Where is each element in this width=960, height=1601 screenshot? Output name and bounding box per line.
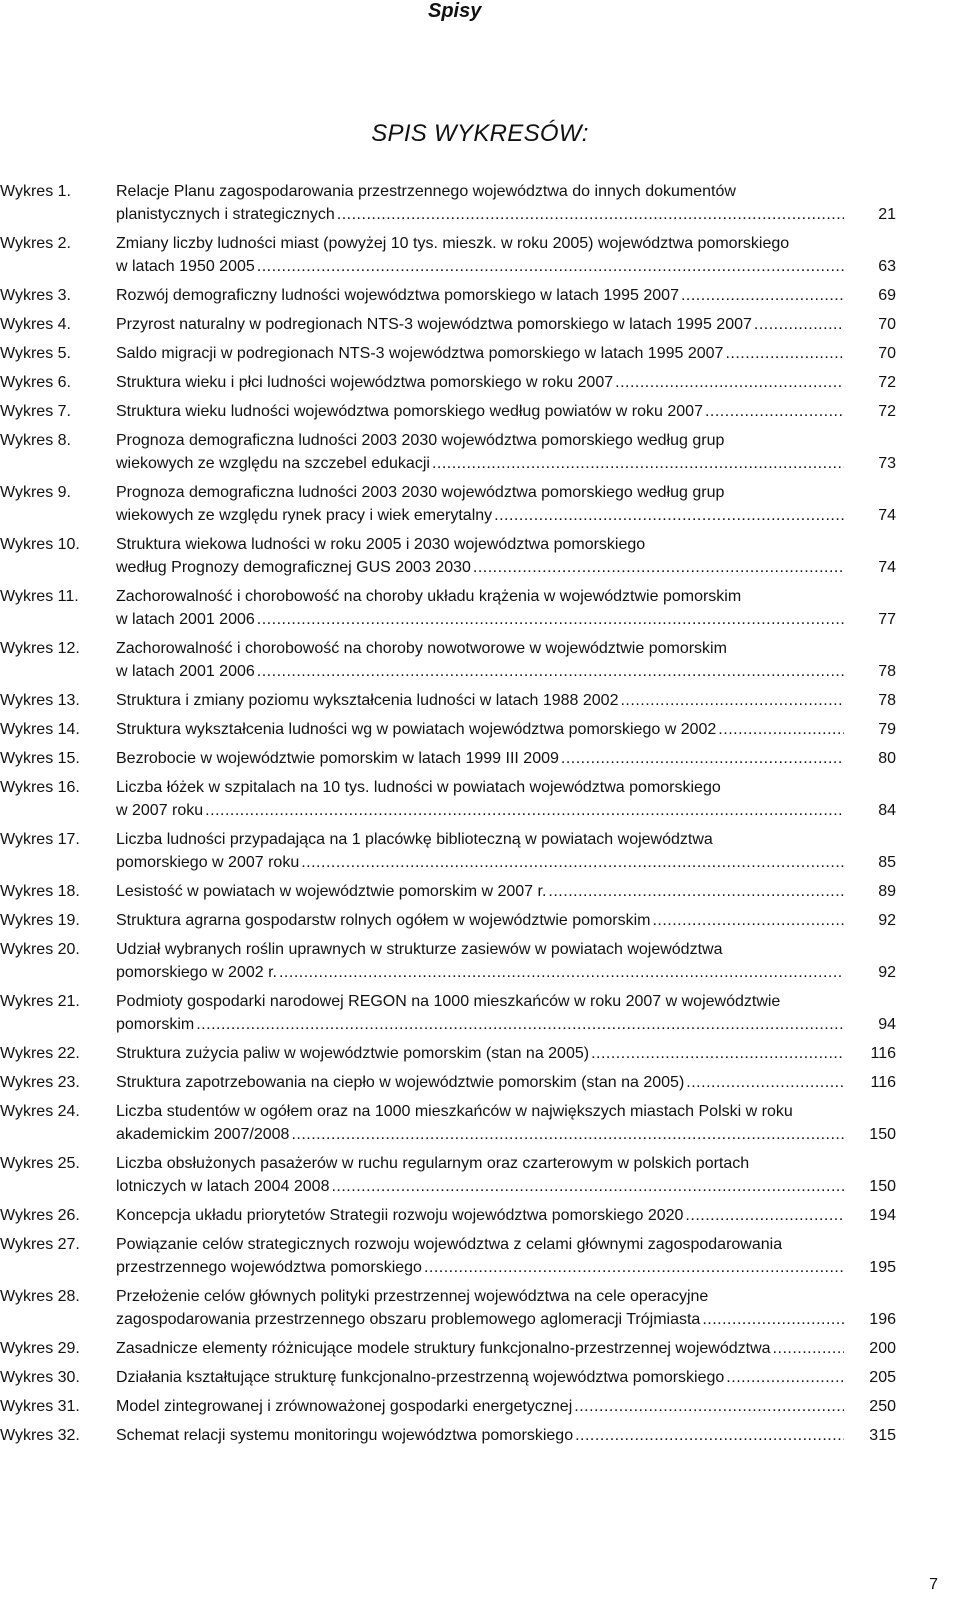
figure-page-number: 200 [869,1340,896,1357]
caption-text: pomorskiego w 2002 r. [116,964,277,981]
caption-text: Struktura i zmiany poziomu wykształcenia ludności w latach 1988 2002 [116,692,619,709]
caption-line [116,718,896,741]
caption-line [116,1100,896,1123]
dot-leader [620,689,844,712]
dot-leader [574,1395,844,1418]
figure-label: Wykres 16. [0,779,80,796]
caption-line [116,371,896,394]
caption-text: planistycznych i strategicznych [116,206,335,223]
toc-entry [0,313,960,336]
dot-leader [205,799,844,822]
figure-label: Wykres 23. [0,1074,80,1091]
caption-text: Zasadnicze elementy różnicujące modele struktury funkcjonalno-przestrzennej województwa [116,1340,771,1357]
dot-leader [279,961,844,984]
dot-leader [702,1308,844,1331]
toc-entry [0,938,960,984]
caption-text: Model zintegrowanej i zrównoważonej gospodarki energetycznej [116,1398,573,1415]
figure-caption [116,1100,896,1146]
caption-line [116,851,896,874]
figure-label: Wykres 9. [0,484,71,501]
caption-text: Zachorowalność i chorobowość na choroby układu krążenia w województwie pomorskim [116,588,742,605]
caption-text: Liczba łóżek w szpitalach na 10 tys. ludności w powiatach województwa pomorskiego [116,779,721,796]
dot-leader [718,718,844,741]
dot-leader [705,400,844,423]
toc-entry [0,1071,960,1094]
toc-entry [0,637,960,683]
dot-leader [424,1256,844,1279]
caption-line [116,452,896,475]
dot-leader [726,1366,844,1389]
caption-line [116,313,896,336]
caption-line [116,556,896,579]
caption-line [116,1233,896,1256]
figure-label: Wykres 20. [0,941,80,958]
toc-entry [0,342,960,365]
figure-label: Wykres 32. [0,1427,80,1444]
section-header: Spisy [428,0,482,22]
figure-caption [116,585,896,631]
caption-text: Struktura zapotrzebowania na ciepło w województwie pomorskim (stan na 2005) [116,1074,685,1091]
caption-text: Liczba obsłużonych pasażerów w ruchu regularnym oraz czarterowym w polskich portach [116,1155,750,1172]
caption-line [116,1042,896,1065]
toc-entry [0,880,960,903]
caption-line [116,1204,896,1227]
dot-leader [773,1337,844,1360]
toc-entry [0,747,960,770]
caption-line [116,533,896,556]
dot-leader [257,255,844,278]
figure-label: Wykres 25. [0,1155,80,1172]
caption-line [116,637,896,660]
caption-line [116,1366,896,1389]
caption-text: Powiązanie celów strategicznych rozwoju województwa z celami głównymi zagospodarowania [116,1236,783,1253]
caption-line [116,990,896,1013]
dot-leader [548,880,844,903]
toc-entry [0,481,960,527]
figure-caption [116,909,896,932]
dot-leader [257,608,844,631]
caption-text: w 2007 roku [116,802,204,819]
page-number: 7 [929,1576,938,1593]
figure-page-number: 63 [878,258,896,275]
caption-line [116,1013,896,1036]
figure-page-number: 21 [878,206,896,223]
figure-label: Wykres 5. [0,345,71,362]
caption-text: Bezrobocie w województwie pomorskim w latach 1999 III 2009 [116,750,559,767]
caption-line [116,776,896,799]
dot-leader [331,1175,844,1198]
caption-text: Udział wybranych roślin uprawnych w strukturze zasiewów w powiatach województwa [116,941,723,958]
toc-entry [0,1285,960,1331]
figure-page-number: 89 [878,883,896,900]
figure-page-number: 70 [878,316,896,333]
dot-leader [686,1071,844,1094]
caption-line [116,1256,896,1279]
caption-text: Struktura agrarna gospodarstw rolnych ogółem w województwie pomorskim [116,912,651,929]
toc-entry [0,533,960,579]
caption-line [116,660,896,683]
caption-text: Schemat relacji systemu monitoringu województwa pomorskiego [116,1427,574,1444]
caption-text: w latach 1950 2005 [116,258,255,275]
figure-caption [116,1233,896,1279]
caption-line [116,1395,896,1418]
figure-label: Wykres 26. [0,1207,80,1224]
caption-line [116,1123,896,1146]
dot-leader [754,313,844,336]
figure-caption [116,232,896,278]
figure-page-number: 85 [878,854,896,871]
dot-leader [561,747,844,770]
dot-leader [301,851,844,874]
toc-entry [0,284,960,307]
caption-line [116,232,896,255]
list-of-figures [0,180,960,1453]
toc-entry [0,990,960,1036]
caption-text: Podmioty gospodarki narodowej REGON na 1000 mieszkańców w roku 2007 w województwie [116,993,781,1010]
toc-entry [0,585,960,631]
toc-entry [0,371,960,394]
figure-label: Wykres 8. [0,432,71,449]
caption-text: lotniczych w latach 2004 2008 [116,1178,330,1195]
dot-leader [685,1204,844,1227]
figure-page-number: 116 [870,1045,896,1062]
toc-entry [0,1395,960,1418]
caption-text: w latach 2001 2006 [116,611,255,628]
page-title: SPIS WYKRESÓW: [371,120,589,147]
dot-leader [432,452,844,475]
figure-caption [116,313,896,336]
figure-caption [116,1395,896,1418]
figure-caption [116,1337,896,1360]
figure-caption [116,689,896,712]
toc-entry [0,1366,960,1389]
caption-line [116,1071,896,1094]
figure-label: Wykres 22. [0,1045,80,1062]
figure-label: Wykres 21. [0,993,80,1010]
figure-label: Wykres 27. [0,1236,80,1253]
caption-text: Rozwój demograficzny ludności województwa pomorskiego w latach 1995 2007 [116,287,679,304]
caption-line [116,342,896,365]
caption-line [116,938,896,961]
toc-entry [0,689,960,712]
caption-text: zagospodarowania przestrzennego obszaru problemowego aglomeracji Trójmiasta [116,1311,701,1328]
figure-caption [116,776,896,822]
figure-label: Wykres 7. [0,403,71,420]
dot-leader [291,1123,844,1146]
figure-label: Wykres 17. [0,831,80,848]
figure-label: Wykres 18. [0,883,80,900]
figure-label: Wykres 28. [0,1288,80,1305]
caption-text: wiekowych ze względu rynek pracy i wiek emerytalny [116,507,493,524]
figure-page-number: 196 [869,1311,896,1328]
toc-entry [0,1152,960,1198]
figure-label: Wykres 4. [0,316,71,333]
caption-text: Struktura wiekowa ludności w roku 2005 i 2030 województwa pomorskiego [116,536,646,553]
figure-caption [116,481,896,527]
caption-line [116,203,896,226]
figure-label: Wykres 1. [0,183,71,200]
figure-page-number: 74 [878,507,896,524]
toc-entry [0,1424,960,1447]
toc-entry [0,1233,960,1279]
toc-entry [0,1100,960,1146]
figure-page-number: 315 [869,1427,896,1444]
figure-page-number: 195 [869,1259,896,1276]
caption-text: Prognoza demograficzna ludności 2003 2030 województwa pomorskiego według grup [116,432,725,449]
caption-text: według Prognozy demograficznej GUS 2003 2030 [116,559,471,576]
figure-caption [116,371,896,394]
figure-caption [116,880,896,903]
figure-label: Wykres 11. [0,588,79,605]
figure-caption [116,1204,896,1227]
toc-entry [0,232,960,278]
caption-line [116,961,896,984]
caption-text: Zmiany liczby ludności miast (powyżej 10 tys. mieszk. w roku 2005) województwa pomorskiego [116,235,790,252]
figure-label: Wykres 15. [0,750,80,767]
toc-entry [0,1337,960,1360]
figure-caption [116,284,896,307]
caption-text: Działania kształtujące strukturę funkcjonalno-przestrzenną województwa pomorskiego [116,1369,725,1386]
caption-line [116,747,896,770]
caption-line [116,429,896,452]
dot-leader [615,371,844,394]
figure-label: Wykres 10. [0,536,80,553]
figure-caption [116,718,896,741]
figure-caption [116,342,896,365]
figure-page-number: 72 [878,374,896,391]
caption-text: w latach 2001 2006 [116,663,255,680]
figure-caption [116,429,896,475]
dot-leader [473,556,844,579]
caption-text: Liczba studentów w ogółem oraz na 1000 mieszkańców w największych miastach Polski w roku [116,1103,793,1120]
figure-caption [116,533,896,579]
caption-line [116,909,896,932]
figure-page-number: 78 [878,692,896,709]
figure-caption [116,990,896,1036]
figure-page-number: 150 [869,1178,896,1195]
figure-page-number: 79 [878,721,896,738]
dot-leader [575,1424,844,1447]
figure-label: Wykres 6. [0,374,71,391]
figure-caption [116,1424,896,1447]
toc-entry [0,828,960,874]
figure-label: Wykres 24. [0,1103,80,1120]
figure-page-number: 205 [869,1369,896,1386]
toc-entry [0,718,960,741]
caption-line [116,608,896,631]
figure-page-number: 92 [878,912,896,929]
caption-line [116,180,896,203]
caption-line [116,400,896,423]
figure-page-number: 73 [878,455,896,472]
figure-page-number: 94 [878,1016,896,1033]
dot-leader [337,203,844,226]
toc-entry [0,909,960,932]
figure-label: Wykres 31. [0,1398,80,1415]
figure-label: Wykres 14. [0,721,80,738]
caption-line [116,504,896,527]
caption-text: Przyrost naturalny w podregionach NTS-3 województwa pomorskiego w latach 1995 2007 [116,316,752,333]
caption-line [116,828,896,851]
figure-page-number: 72 [878,403,896,420]
caption-text: Struktura wieku i płci ludności województwa pomorskiego w roku 2007 [116,374,614,391]
figure-page-number: 194 [869,1207,896,1224]
dot-leader [494,504,844,527]
dot-leader [591,1042,844,1065]
toc-entry [0,180,960,226]
caption-line [116,585,896,608]
caption-line [116,1285,896,1308]
figure-caption [116,400,896,423]
figure-label: Wykres 2. [0,235,71,252]
figure-caption [116,637,896,683]
caption-line [116,689,896,712]
dot-leader [652,909,844,932]
caption-text: Przełożenie celów głównych polityki przestrzennej województwa na cele operacyjne [116,1288,709,1305]
figure-caption [116,1042,896,1065]
caption-text: wiekowych ze względu na szczebel edukacji [116,455,430,472]
caption-line [116,1308,896,1331]
toc-entry [0,1204,960,1227]
figure-caption [116,938,896,984]
caption-text: przestrzennego województwa pomorskiego [116,1259,422,1276]
caption-line [116,1337,896,1360]
caption-text: Lesistość w powiatach w województwie pomorskim w 2007 r. [116,883,547,900]
caption-text: Prognoza demograficzna ludności 2003 2030 województwa pomorskiego według grup [116,484,725,501]
figure-caption [116,1152,896,1198]
figure-caption [116,180,896,226]
caption-text: Struktura wykształcenia ludności wg w powiatach województwa pomorskiego w 2002 [116,721,717,738]
caption-text: Zachorowalność i chorobowość na choroby nowotworowe w województwie pomorskim [116,640,727,657]
toc-entry [0,429,960,475]
figure-label: Wykres 30. [0,1369,80,1386]
figure-label: Wykres 13. [0,692,80,709]
caption-line [116,1424,896,1447]
figure-caption [116,828,896,874]
figure-page-number: 116 [870,1074,896,1091]
caption-text: Struktura zużycia paliw w województwie pomorskim (stan na 2005) [116,1045,590,1062]
caption-line [116,481,896,504]
dot-leader [257,660,844,683]
caption-text: pomorskim [116,1016,195,1033]
figure-caption [116,1366,896,1389]
figure-page-number: 150 [869,1126,896,1143]
figure-label: Wykres 29. [0,1340,80,1357]
caption-line [116,255,896,278]
caption-text: Struktura wieku ludności województwa pomorskiego według powiatów w roku 2007 [116,403,703,420]
dot-leader [725,342,844,365]
caption-line [116,880,896,903]
toc-entry [0,1042,960,1065]
caption-line [116,799,896,822]
caption-text: akademickim 2007/2008 [116,1126,290,1143]
figure-page-number: 77 [878,611,896,628]
caption-line [116,1175,896,1198]
dot-leader [196,1013,844,1036]
caption-text: Relacje Planu zagospodarowania przestrzennego województwa do innych dokumentów [116,183,736,200]
figure-label: Wykres 12. [0,640,80,657]
caption-line [116,284,896,307]
figure-caption [116,1285,896,1331]
toc-entry [0,400,960,423]
caption-line [116,1152,896,1175]
caption-text: Saldo migracji w podregionach NTS-3 województwa pomorskiego w latach 1995 2007 [116,345,724,362]
caption-text: Koncepcja układu priorytetów Strategii rozwoju województwa pomorskiego 2020 [116,1207,684,1224]
figure-caption [116,1071,896,1094]
figure-page-number: 74 [878,559,896,576]
figure-page-number: 80 [878,750,896,767]
figure-label: Wykres 19. [0,912,80,929]
figure-page-number: 69 [878,287,896,304]
figure-page-number: 250 [869,1398,896,1415]
figure-caption [116,747,896,770]
figure-page-number: 84 [878,802,896,819]
figure-label: Wykres 3. [0,287,71,304]
figure-page-number: 78 [878,663,896,680]
caption-text: Liczba ludności przypadająca na 1 placówkę biblioteczną w powiatach województwa [116,831,713,848]
figure-page-number: 70 [878,345,896,362]
dot-leader [681,284,844,307]
toc-entry [0,776,960,822]
figure-page-number: 92 [878,964,896,981]
caption-text: pomorskiego w 2007 roku [116,854,300,871]
